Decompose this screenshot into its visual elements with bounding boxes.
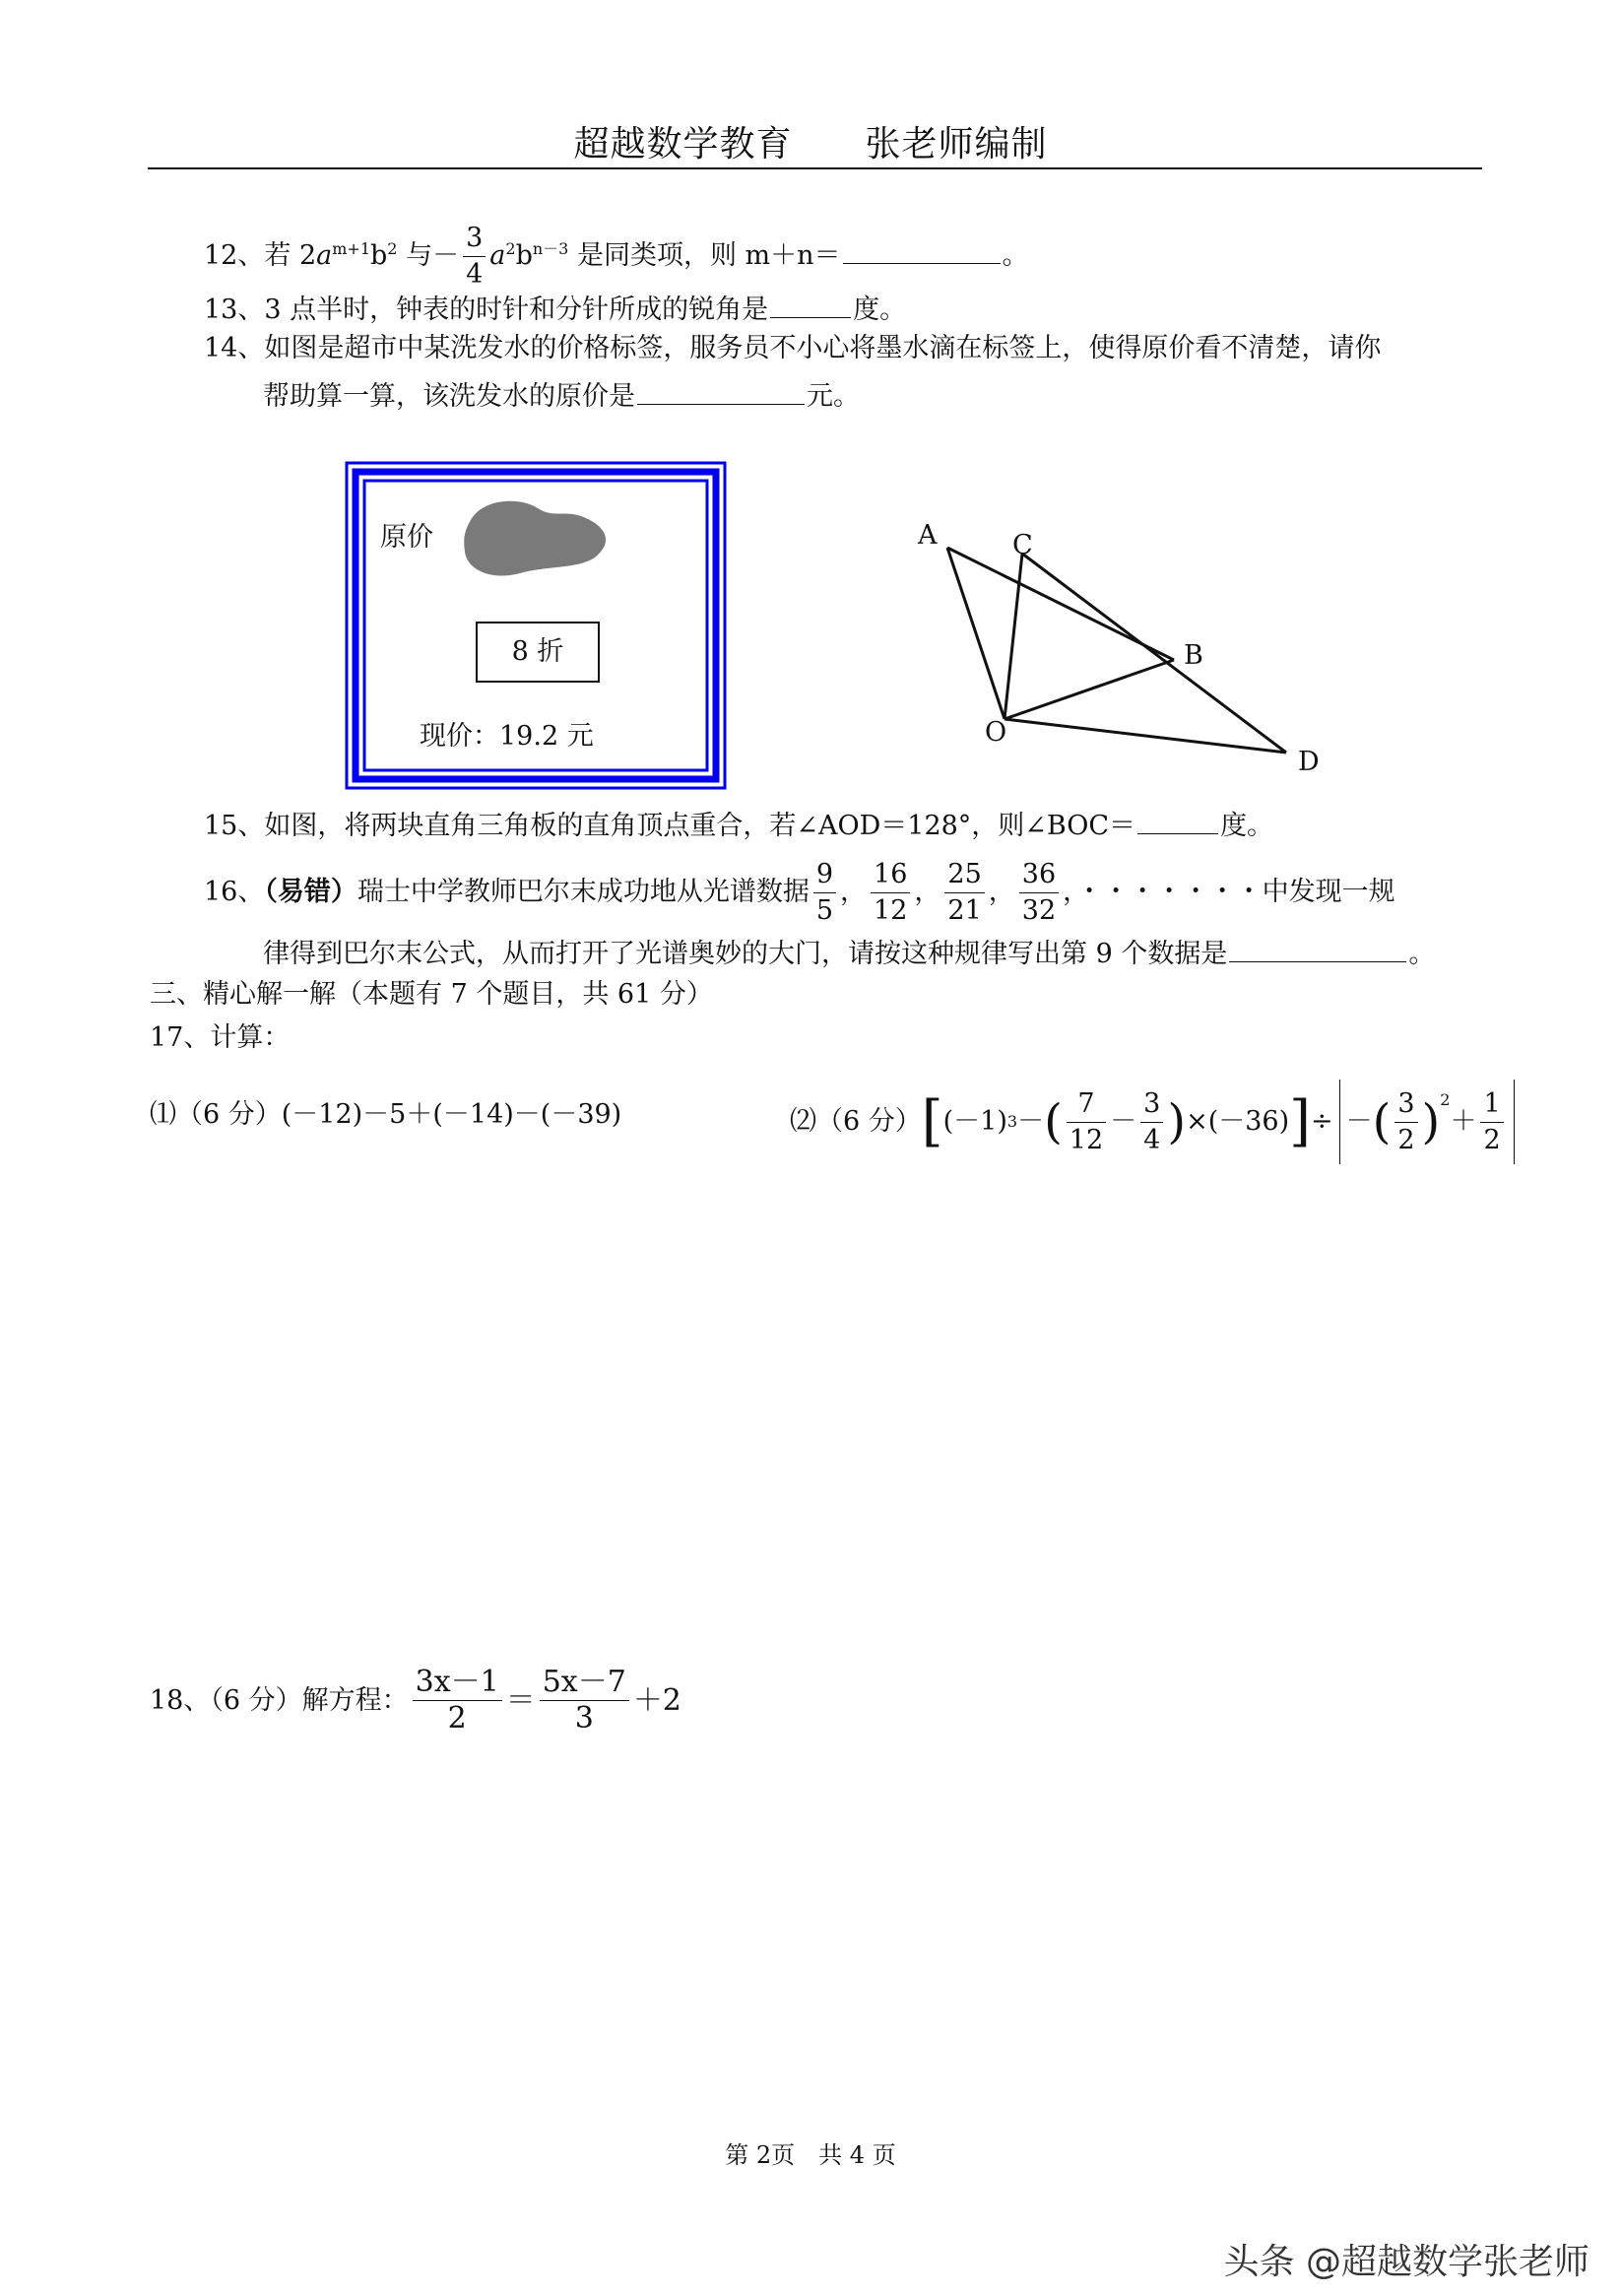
q16-dots: ，・・・・・・・中发现一规 (1063, 877, 1395, 907)
q12-var-a: a (316, 240, 333, 271)
q16-prefix: 16、 (204, 877, 265, 907)
q17-frac1-den: 12 (1067, 1122, 1106, 1158)
q12-var-a2: a (489, 240, 506, 271)
q15-text: 15、如图，将两块直角三角板的直角顶点重合，若∠AOD＝128°，则∠BOC＝ (204, 811, 1136, 841)
q16-frac-2-num: 16 (874, 859, 908, 889)
q12-var-b: b (370, 240, 388, 271)
q13-end: 度。 (853, 295, 907, 325)
q16-frac-2 (871, 857, 910, 929)
q16-frac-3 (944, 857, 984, 929)
q16-frac-1-num: 9 (815, 859, 834, 889)
q16-frac-4-num: 36 (1021, 859, 1057, 889)
q16-answer-blank[interactable] (1229, 934, 1406, 962)
q18-label: 18、（6 分）解方程： (150, 1684, 409, 1716)
q12-exp3: 2 (505, 239, 516, 258)
q16-tag: （易错） (264, 877, 357, 907)
q15-end: 度。 (1220, 811, 1274, 841)
q17-frac-3-2 (1394, 1086, 1417, 1158)
q17-p2-label: ⑵（6 分） (790, 1106, 922, 1137)
q12-frac-den: 4 (463, 256, 486, 293)
q17-frac1-num: 7 (1077, 1087, 1095, 1119)
q16-frac-1-den: 5 (813, 892, 836, 929)
q12-fraction (463, 221, 486, 293)
q14-answer-blank[interactable] (637, 376, 805, 405)
q12-exp1: m+1 (332, 239, 370, 258)
point-O-label: O (985, 717, 1007, 748)
page-header: 超越数学教育 张老师编制 (573, 124, 1048, 164)
q17-right-bracket: ] (1289, 1089, 1311, 1153)
header-rule (148, 167, 1482, 169)
q12-exp4: n－3 (532, 239, 569, 258)
q12-end: 。 (1002, 240, 1029, 271)
question-17-title: 17、计算： (150, 1022, 291, 1053)
question-17-part1: ⑴（6 分）(－12)－5＋(－14)－(－39) (150, 1099, 622, 1130)
q17-frac2-den: 4 (1140, 1122, 1163, 1158)
question-16-line1: 16、（易错）瑞士中学教师巴尔末成功地从光谱数据 $\frac{9}{5}$ ， $\frac{16}{12}$ ， $\frac{25}{21}$ ， $\frac{36}{32}$ ，・・・・・・・中发现一规 (204, 857, 1395, 929)
q16-line2-text: 律得到巴尔末公式，从而打开了光谱奥妙的大门，请按这种规律写出第 9 个数据是 (263, 939, 1228, 969)
q16-end: 。 (1408, 939, 1436, 969)
current-price-label: 现价：19.2 元 (420, 721, 594, 752)
q17-abs-right (1514, 1080, 1515, 1164)
question-15 (204, 806, 1273, 844)
point-B-label: B (1184, 640, 1203, 671)
discount-label: 8 折 (511, 636, 564, 667)
ink-blot-icon (464, 501, 606, 576)
question-17-part2: ⑵（6 分） [ (－1) 3 － ( $\frac{7}{12}$ － $\frac{3}{4}$ ) ×(－36) ] ÷ － ( $\frac{3}{2}$ ) $^2$ ＋ $\frac{1}{2}$ (790, 1080, 1521, 1164)
q17-frac-7-12 (1067, 1086, 1106, 1158)
point-D-label: D (1298, 747, 1320, 777)
q17-neg-one: (－1) (942, 1106, 1007, 1137)
q18-right-den: 3 (540, 1700, 629, 1737)
q13-text: 13、3 点半时，钟表的时针和分针所成的锐角是 (204, 295, 769, 325)
q17-frac3-den: 2 (1394, 1122, 1417, 1158)
q13-answer-blank[interactable] (770, 290, 851, 318)
q12-frac-num: 3 (466, 223, 484, 253)
q16-frac-1 (813, 857, 836, 929)
q17-divide: ÷ (1310, 1106, 1333, 1137)
original-price-label: 原价 (380, 522, 433, 553)
question-14-line1: 14、如图是超市中某洗发水的价格标签，服务员不小心将墨水滴在标签上，使得原价看不清楚，请你 (204, 333, 1382, 363)
q12-answer-blank[interactable] (843, 235, 1001, 264)
q17-inner-minus: － (1345, 1106, 1373, 1137)
q15-answer-blank[interactable] (1137, 806, 1218, 834)
q17-frac2-num: 3 (1143, 1087, 1161, 1119)
watermark: 头条 @超越数学张老师 (1223, 2242, 1589, 2282)
q12-mid: 与－ (397, 240, 460, 271)
q17-frac3-num: 3 (1397, 1087, 1415, 1119)
q14-text: 帮助算一算，该洗发水的原价是 (263, 381, 635, 412)
q12-var-b2: b (515, 240, 533, 271)
q18-right-num: 5x－7 (542, 1665, 626, 1699)
q12-exp2: 2 (387, 239, 398, 258)
q17-frac-1-2 (1480, 1086, 1503, 1158)
q18-left-den: 2 (413, 1700, 502, 1737)
q17-times: ×(－36) (1186, 1106, 1290, 1137)
q16-frac-4 (1019, 857, 1059, 929)
q16-frac-3-num: 25 (947, 859, 982, 889)
q12-suffix: 是同类项，则 m＋n＝ (568, 240, 841, 271)
question-14-line2 (263, 376, 860, 415)
section-3-title: 三、精心解一解（本题有 7 个题目，共 61 分） (150, 979, 713, 1010)
q14-end: 元。 (807, 381, 860, 412)
q18-equals: ＝ (505, 1682, 536, 1718)
q16-text: 瑞士中学教师巴尔末成功地从光谱数据 (357, 877, 810, 907)
q12-prefix: 12、若 2 (204, 240, 317, 271)
segment-OB (1005, 660, 1174, 719)
question-16-line2 (263, 934, 1435, 972)
q18-plus-two: ＋2 (632, 1682, 681, 1718)
segment-OD (1005, 719, 1286, 753)
q16-frac-2-den: 12 (871, 892, 910, 929)
q17-frac-3-4 (1140, 1086, 1163, 1158)
q17-plus: ＋ (1450, 1106, 1477, 1137)
question-13 (204, 290, 906, 328)
q16-frac-4-den: 32 (1019, 892, 1059, 929)
q17-frac4-den: 2 (1480, 1122, 1503, 1158)
question-12 (204, 221, 1029, 293)
q17-left-bracket: [ (921, 1089, 943, 1153)
q17-abs-left (1339, 1080, 1340, 1164)
q18-left-num: 3x－1 (415, 1665, 499, 1699)
q18-right-fraction (540, 1665, 629, 1737)
page-footer: 第 2页 共 4 页 (725, 2141, 896, 2169)
triangles-figure (906, 512, 1320, 778)
q17-minus: － (1017, 1106, 1045, 1137)
q18-left-fraction (413, 1665, 502, 1737)
price-tag-figure (345, 461, 727, 790)
q17-frac4-num: 1 (1483, 1087, 1501, 1119)
q16-frac-3-den: 21 (944, 892, 984, 929)
point-C-label: C (1012, 530, 1033, 560)
question-18 (150, 1665, 681, 1737)
segment-CD (1022, 554, 1286, 753)
point-A-label: A (918, 520, 938, 551)
